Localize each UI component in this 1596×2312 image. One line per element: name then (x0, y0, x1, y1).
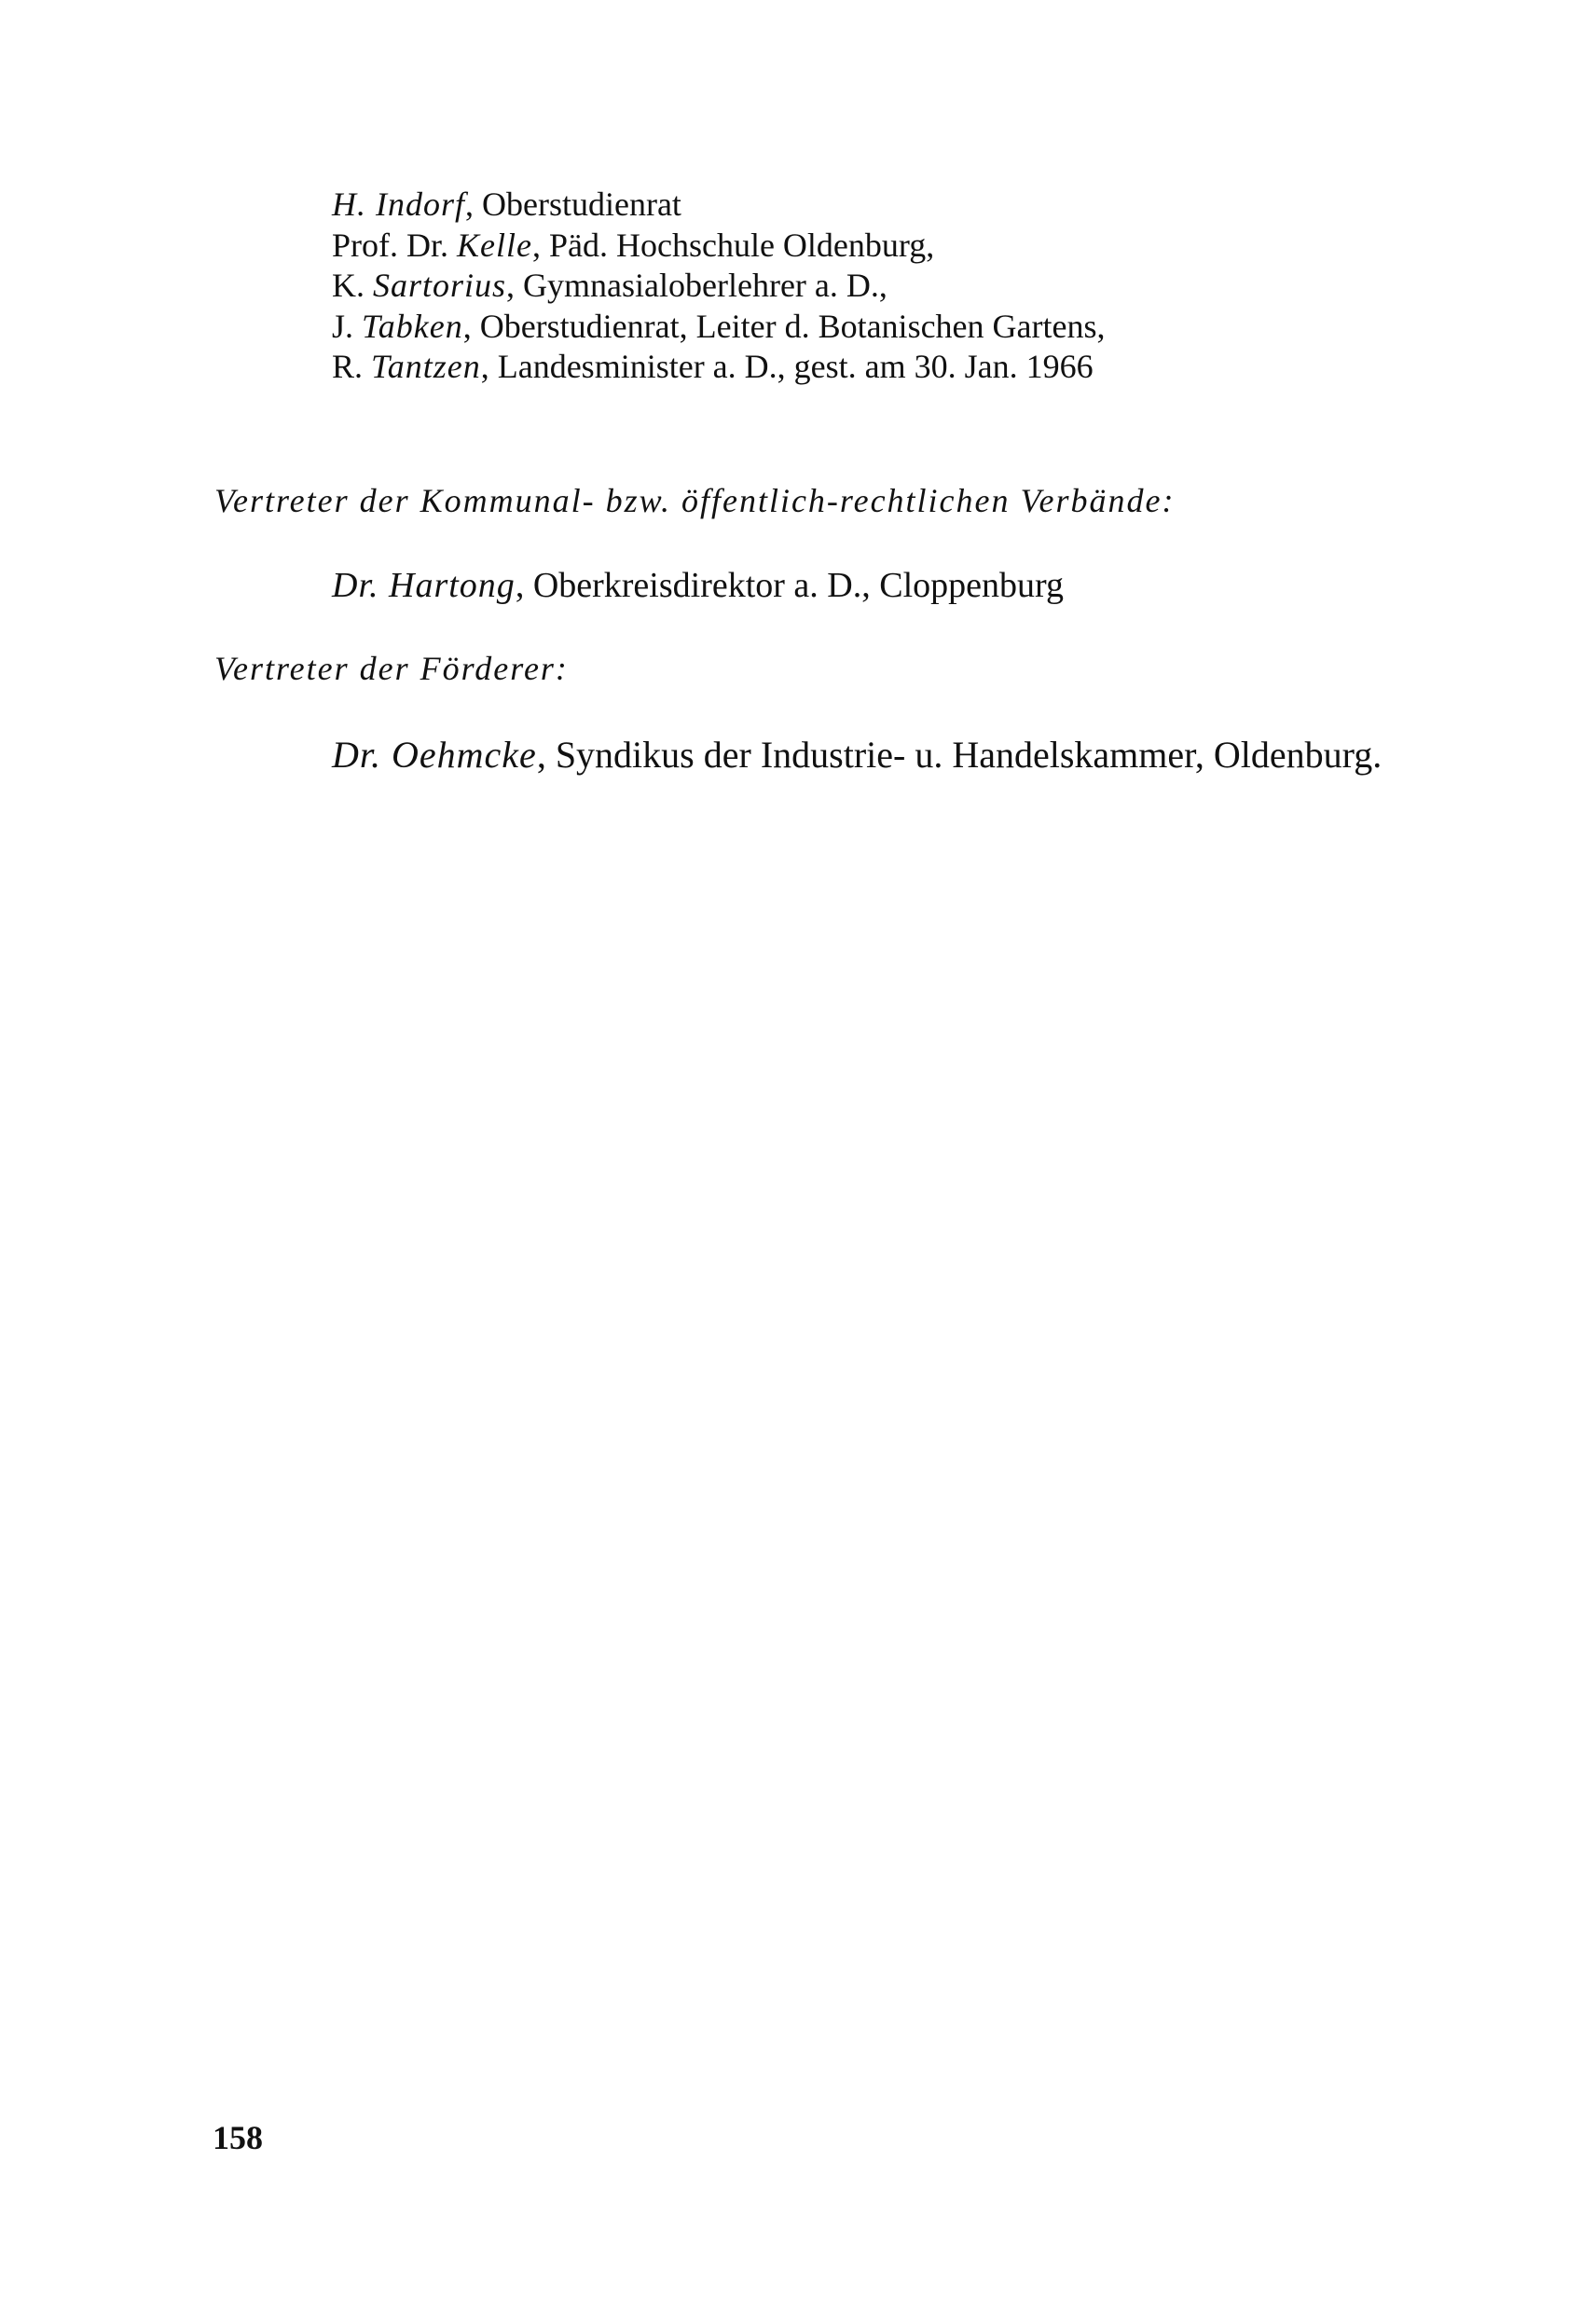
member-line-indorf (332, 185, 1105, 226)
member-prefix: R. (332, 348, 372, 385)
member-line-kelle (332, 226, 1105, 267)
member-prefix: J. (332, 307, 363, 345)
member-prefix: K. (332, 267, 373, 304)
member-name: Tabken (362, 307, 463, 345)
foerderer-entry (332, 733, 1382, 777)
member-name: Kelle (457, 226, 532, 264)
kommunal-heading: Vertreter der Kommunal- bzw. öffentlich-rechtlichen Verbände: (214, 482, 1176, 519)
member-line-tantzen (332, 347, 1105, 388)
member-name: H. Indorf (332, 186, 465, 223)
member-description: , Landesminister a. D., gest. am 30. Jan. 1966 (480, 348, 1094, 385)
member-list (332, 185, 1105, 388)
entry-description: , Syndikus der Industrie- u. Handelskammer, Oldenburg. (536, 734, 1383, 776)
entry-description: , Oberkreisdirektor a. D., Cloppenburg (515, 566, 1064, 605)
entry-name: Dr. Hartong (332, 566, 516, 605)
foerderer-heading: Vertreter der Förderer: (214, 650, 569, 687)
member-name: Sartorius (373, 267, 507, 304)
entry-name: Dr. Oehmcke (332, 734, 537, 776)
member-line-tabken (332, 307, 1105, 348)
member-name: Tantzen (371, 348, 481, 385)
page-number: 158 (213, 2119, 263, 2156)
member-description: , Päd. Hochschule Oldenburg, (531, 226, 935, 264)
member-description: , Oberstudienrat (465, 186, 681, 223)
member-description: , Oberstudienrat, Leiter d. Botanischen Gartens, (462, 307, 1106, 345)
member-description: , Gymnasialoberlehrer a. D., (506, 267, 887, 304)
member-line-sartorius (332, 266, 1105, 307)
member-prefix: Prof. Dr. (332, 226, 457, 264)
kommunal-entry (332, 565, 1064, 606)
